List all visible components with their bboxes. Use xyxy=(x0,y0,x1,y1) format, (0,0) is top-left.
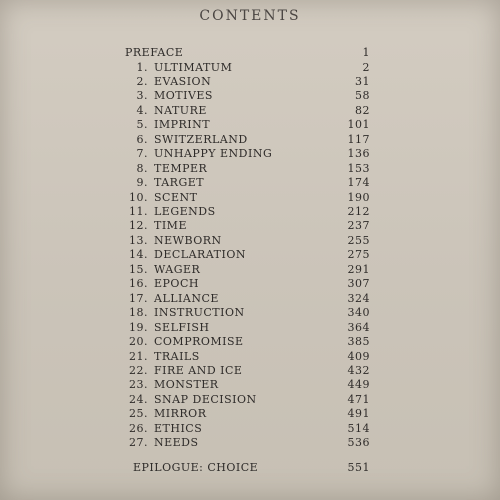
toc-entry-page: 449 xyxy=(347,378,370,392)
toc-entry-number: 4. xyxy=(136,103,148,117)
toc-entry-chapter xyxy=(0,378,500,392)
toc-entry-page: 2 xyxy=(362,60,370,74)
toc-entry-number: 2. xyxy=(136,74,148,88)
toc-entry-number: 27. xyxy=(129,436,148,450)
toc-entry-page: 237 xyxy=(347,219,370,233)
toc-entry-label: NATURE xyxy=(154,103,207,117)
toc-entry-label: NEWBORN xyxy=(154,233,222,247)
toc-entry-chapter xyxy=(0,89,500,103)
toc-entry-label: LEGENDS xyxy=(154,205,216,218)
toc-entry-chapter xyxy=(0,133,500,147)
toc-entry-label: INSTRUCTION xyxy=(154,306,245,320)
toc-entry-label: TRAILS xyxy=(154,349,200,363)
toc-entry-page: 117 xyxy=(347,132,370,146)
toc-entry-label: SELFISH xyxy=(154,320,210,334)
toc-entry-chapter xyxy=(0,219,500,233)
toc-entry-page: 212 xyxy=(347,205,370,218)
toc-entry-label: SCENT xyxy=(154,190,198,204)
toc-entry-chapter xyxy=(0,147,500,161)
toc-entry-number: 11. xyxy=(129,205,148,218)
toc-entry-label: COMPROMISE xyxy=(154,335,244,349)
toc-entry-preface xyxy=(0,46,500,60)
toc-entry-label: UNHAPPY ENDING xyxy=(154,147,273,161)
toc-entry-chapter xyxy=(0,248,500,262)
toc-entry-chapter xyxy=(0,364,500,378)
toc-entry-page: 255 xyxy=(347,233,370,247)
toc-entry-label: IMPRINT xyxy=(154,118,211,132)
toc-entry-page: 174 xyxy=(347,176,370,190)
toc-entry-label: EVASION xyxy=(154,74,212,88)
toc-entry-label: EPILOGUE: CHOICE xyxy=(133,460,259,474)
toc-entry-page: 409 xyxy=(347,349,370,363)
toc-entry-number: 19. xyxy=(129,320,148,334)
toc-entry-page: 432 xyxy=(347,363,370,377)
toc-entry-number: 15. xyxy=(129,262,148,276)
toc-entry-chapter xyxy=(0,335,500,349)
toc-entry-number: 24. xyxy=(129,392,148,406)
toc-entry-label: WAGER xyxy=(154,262,201,276)
toc-entry-chapter xyxy=(0,234,500,248)
toc-entry-chapter xyxy=(0,306,500,320)
toc-entry-page: 514 xyxy=(347,421,370,435)
toc-entry-number: 18. xyxy=(129,306,148,320)
toc-entry-page: 82 xyxy=(355,103,370,117)
toc-entry-label: NEEDS xyxy=(154,436,199,450)
toc-entry-label: EPOCH xyxy=(154,277,199,291)
toc-entry-page: 31 xyxy=(355,74,370,88)
toc-entry-number: 10. xyxy=(129,190,148,204)
toc-entry-number: 16. xyxy=(129,277,148,291)
toc-entry-chapter xyxy=(0,321,500,335)
toc-entry-number: 9. xyxy=(136,176,148,190)
toc-entry-chapter xyxy=(0,162,500,176)
toc-entry-chapter xyxy=(0,350,500,364)
toc-entry-chapter xyxy=(0,407,500,421)
toc-entry-page: 385 xyxy=(347,335,370,349)
toc-entry-label: MIRROR xyxy=(154,407,207,421)
toc-entry-page: 101 xyxy=(347,118,370,132)
toc-entry-chapter xyxy=(0,104,500,118)
toc-entry-number: 22. xyxy=(129,363,148,377)
toc-entry-number: 12. xyxy=(129,219,148,233)
toc-entry-chapter xyxy=(0,118,500,132)
toc-entry-number: 21. xyxy=(129,349,148,363)
toc-entry-chapter xyxy=(0,191,500,205)
toc-entry-label: ALLIANCE xyxy=(154,291,219,305)
toc-entry-number: 13. xyxy=(129,233,148,247)
toc-entry-page: 291 xyxy=(347,262,370,276)
toc-entry-number: 26. xyxy=(129,421,148,435)
toc-entry-label: ETHICS xyxy=(154,421,203,435)
toc-entry-number: 7. xyxy=(136,147,148,161)
toc-entry-label: TEMPER xyxy=(154,161,208,175)
toc-entry-page: 551 xyxy=(347,460,370,474)
toc-entry-number: 3. xyxy=(136,89,148,103)
toc-entry-label: SWITZERLAND xyxy=(154,132,248,146)
toc-entry-epilogue xyxy=(0,461,500,475)
toc-entry-label: DECLARATION xyxy=(154,248,246,262)
toc-entry-chapter xyxy=(0,61,500,75)
toc-entry-label: SNAP DECISION xyxy=(154,392,257,406)
toc-entry-page: 471 xyxy=(347,392,370,406)
toc-entry-page: 153 xyxy=(347,161,370,175)
toc-entry-number: 1. xyxy=(136,60,148,74)
toc-entry-page: 136 xyxy=(347,147,370,161)
toc-entry-label: TARGET xyxy=(154,176,205,190)
toc-entry-page: 190 xyxy=(347,190,370,204)
toc-entry-label: PREFACE xyxy=(125,46,184,59)
toc-entry-number: 14. xyxy=(129,248,148,262)
toc-entry-chapter xyxy=(0,277,500,291)
toc-entry-label: TIME xyxy=(154,219,187,233)
toc-entry-number: 25. xyxy=(129,407,148,421)
toc-entry-chapter xyxy=(0,75,500,89)
toc-entry-chapter xyxy=(0,263,500,277)
toc-entry-number: 17. xyxy=(129,291,148,305)
toc-entry-chapter xyxy=(0,292,500,306)
toc-entry-number: 6. xyxy=(136,132,148,146)
toc-entry-label: FIRE AND ICE xyxy=(154,363,243,377)
toc-entry-page: 58 xyxy=(355,89,370,103)
toc-entry-label: MOTIVES xyxy=(154,89,213,103)
toc-entry-page: 364 xyxy=(347,320,370,334)
toc-entry-number: 23. xyxy=(129,378,148,392)
toc-entry-page: 1 xyxy=(362,46,370,59)
toc-entry-number: 5. xyxy=(136,118,148,132)
toc-entry-number: 8. xyxy=(136,161,148,175)
toc-entry-chapter xyxy=(0,422,500,436)
toc-entry-page: 340 xyxy=(347,306,370,320)
toc-entry-page: 275 xyxy=(347,248,370,262)
toc-entry-page: 307 xyxy=(347,277,370,291)
toc-entry-page: 536 xyxy=(347,436,370,450)
toc-entry-chapter xyxy=(0,205,500,219)
toc-entry-page: 324 xyxy=(347,291,370,305)
toc-entry-label: MONSTER xyxy=(154,378,219,392)
contents-heading xyxy=(0,8,500,24)
toc-entry-chapter xyxy=(0,393,500,407)
toc-entry-page: 491 xyxy=(347,407,370,421)
toc-entry-label: ULTIMATUM xyxy=(154,60,233,74)
contents-heading-text: CONTENTS xyxy=(199,8,301,24)
toc-entry-number: 20. xyxy=(129,335,148,349)
toc-entry-chapter xyxy=(0,176,500,190)
toc-entry-chapter xyxy=(0,436,500,450)
